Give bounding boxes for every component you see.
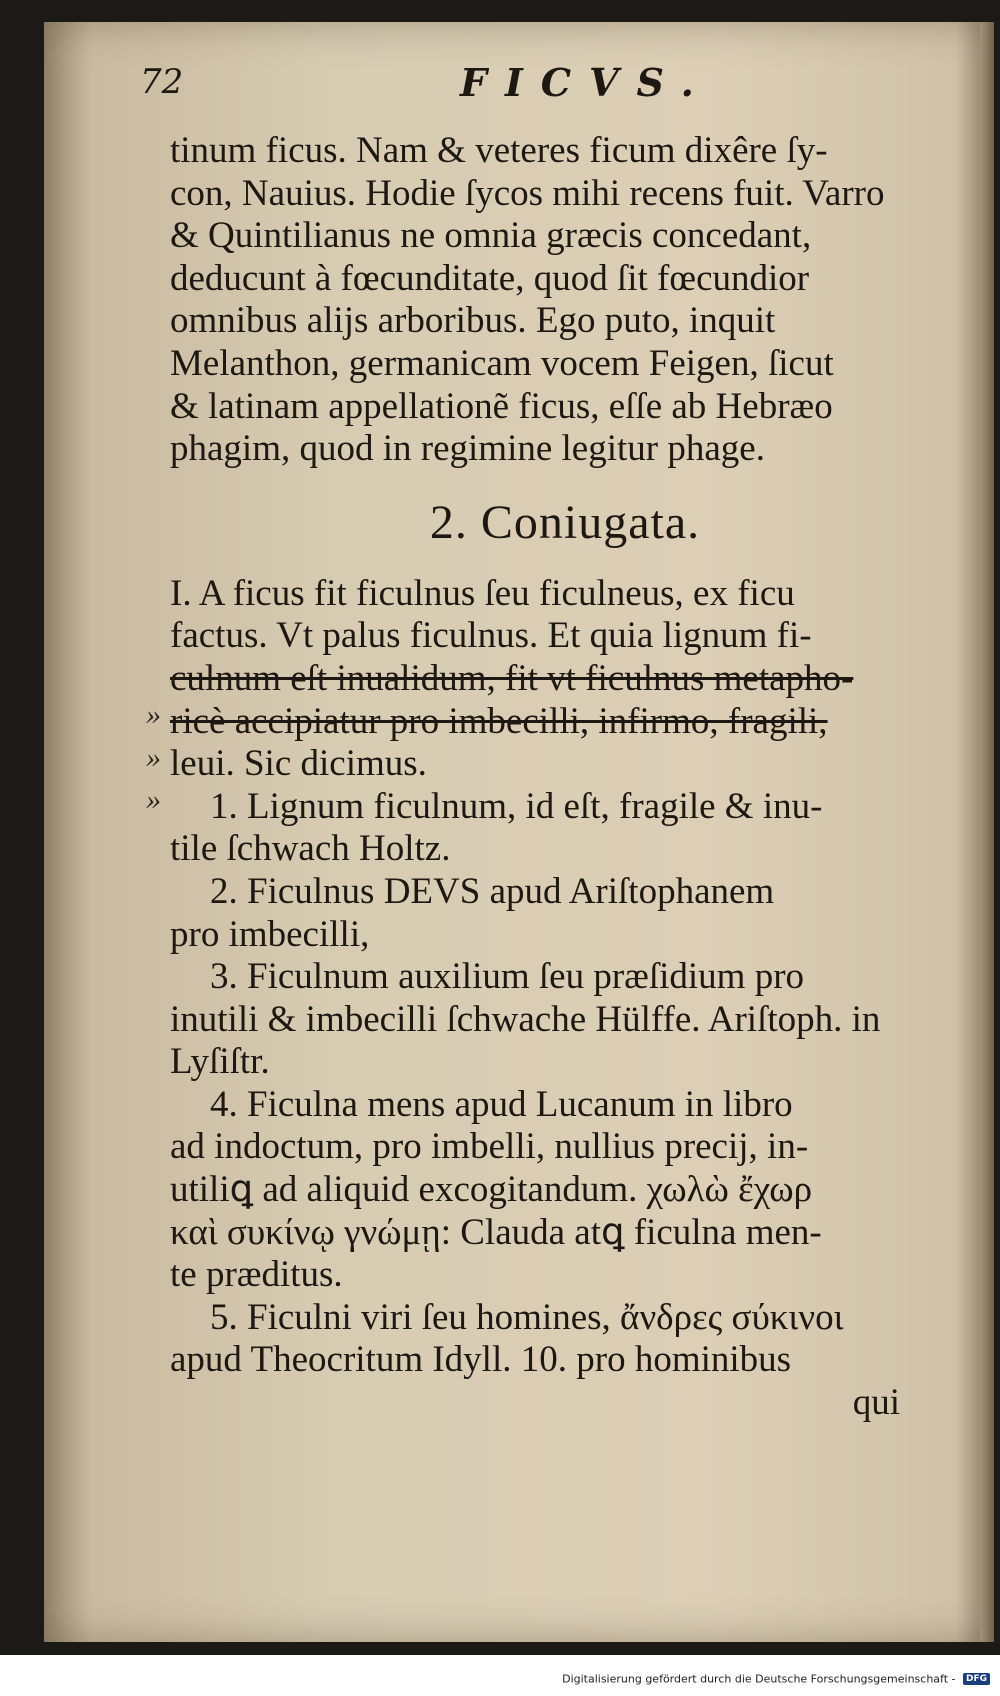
digitization-footer (0, 1672, 990, 1694)
text-line: deducunt à fœcunditate, quod ſit fœcundior (170, 257, 810, 299)
text-line: con, Nauius. Hodie ſycos mihi recens fuit. Varro (170, 172, 885, 214)
margin-mark: » (146, 783, 161, 817)
struck-text-line: culnum eſt inualidum, fit vt ficulnus metapho- (170, 657, 854, 699)
text-line: pro imbecilli, (170, 913, 370, 955)
text-line: tile ſchwach Holtz. (170, 828, 451, 870)
text-line: phagim, quod in regimine legitur phage. (170, 428, 765, 470)
text-line: I. A ficus fit ficulnus ſeu ficulneus, ex ficu (170, 572, 795, 614)
text-line: inutili & imbecilli ſchwache Hülffe. Ariſtoph. in (170, 998, 881, 1040)
text-line: omnibus alijs arboribus. Ego puto, inquit (170, 300, 776, 342)
text-line: 1. Lignum ficulnum, id eſt, fragile & inu- (210, 785, 823, 827)
text-line: Lyſiſtr. (170, 1041, 270, 1083)
margin-marks (146, 694, 161, 822)
text-line: ad indoctum, pro imbelli, nullius precij, in- (170, 1126, 809, 1168)
text-line: apud Theocritum Idyll. 10. pro hominibus (170, 1339, 792, 1381)
section-heading: 2. Coniugata. (429, 495, 701, 549)
margin-mark: » (146, 698, 161, 731)
page-body (170, 130, 960, 1425)
catchword: qui (852, 1382, 900, 1424)
text-line: 5. Ficulni viri ſeu homines, ἄνδρες σύκινοι (210, 1296, 844, 1338)
text-line: & Quintilianus ne omnia græcis concedant, (170, 215, 812, 257)
text-line: 2. Ficulnus DEVS apud Ariſtophanem (210, 870, 775, 912)
etymology-paragraph (170, 130, 960, 471)
margin-mark: » (146, 740, 161, 774)
text-line: tinum ficus. Nam & veteres ficum dixêre ſy- (170, 130, 828, 171)
text-line: 4. Ficulna mens apud Lucanum in libro (210, 1083, 793, 1125)
text-line: 3. Ficulnum auxilium ſeu præſidium pro (210, 956, 805, 998)
text-line: te præditus. (170, 1254, 343, 1296)
coniugata-section (170, 573, 960, 1425)
text-line: leui. Sic dicimus. (170, 743, 427, 785)
text-line: factus. Vt palus ficulnus. Et quia lignum fi- (170, 615, 812, 657)
running-title: FICVS. (460, 60, 712, 105)
text-line: utiliꝗ ad aliquid excogitandum. χωλὼ ἔχωρ (170, 1169, 813, 1211)
text-line: & latinam appellationẽ ficus, eſſe ab Hebræo (170, 385, 833, 427)
page-edge (980, 22, 994, 1642)
footer-credit: Digitalisierung gefördert durch die Deutsche Forschungsgemeinschaft - (562, 1672, 956, 1686)
struck-text-line: ricè accipiatur pro imbecilli, infirmo, fragili, (170, 700, 828, 742)
dfg-logo: DFG (963, 1673, 990, 1685)
text-line: Melanthon, germanicam vocem Feigen, ſicut (170, 342, 834, 384)
page-number: 72 (140, 62, 184, 102)
text-line: καὶ συκίνῳ γνώμῃ: Clauda atꝗ ficulna men- (170, 1211, 822, 1253)
